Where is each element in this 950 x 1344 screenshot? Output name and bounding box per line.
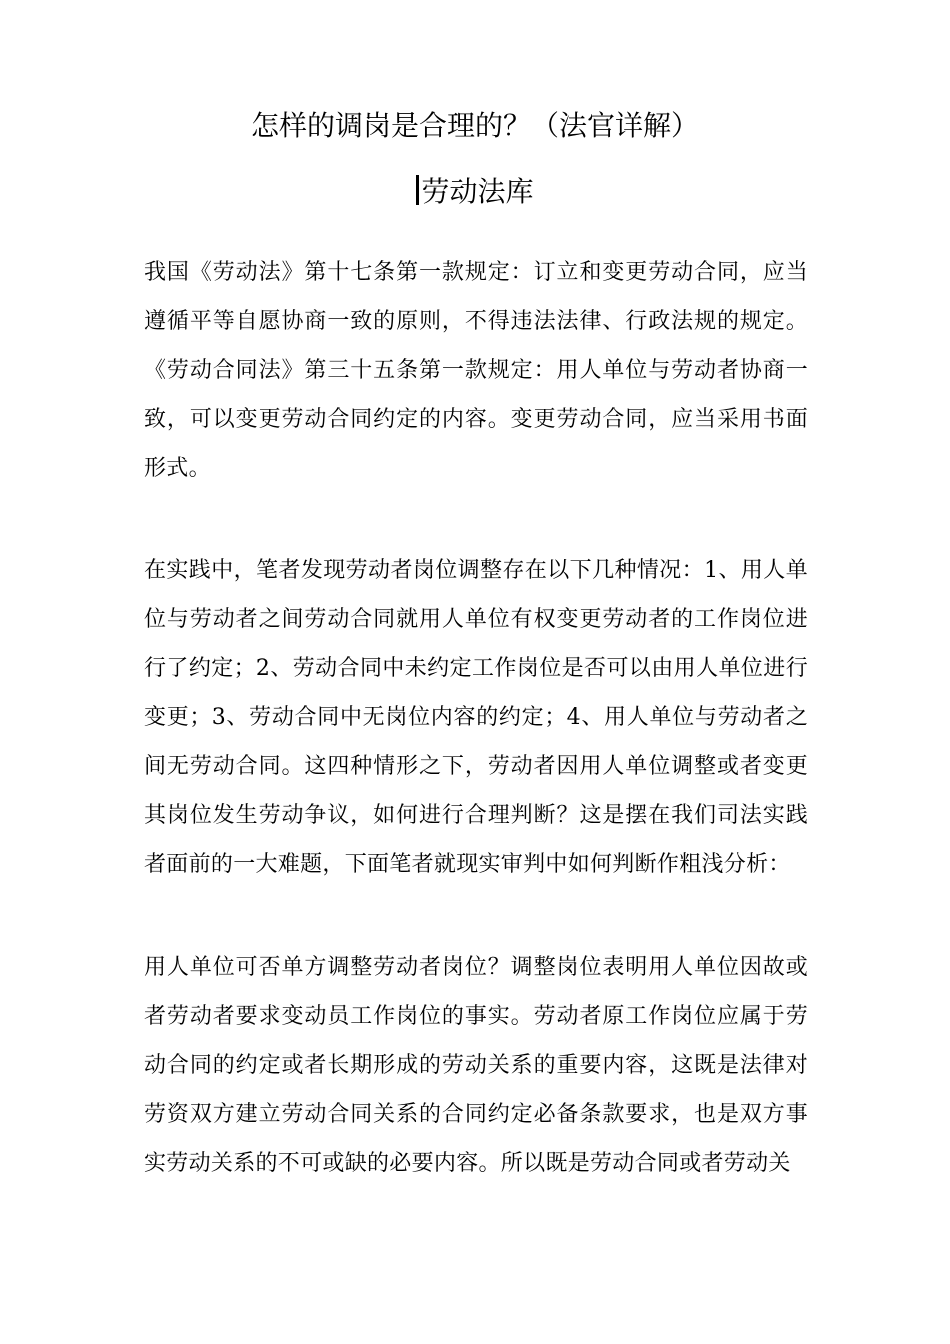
paragraph-3: 用人单位可否单方调整劳动者岗位？调整岗位表明用人单位因故或者劳动者要求变动员工作岗位的事实。劳动者原工作岗位应属于劳动合同的约定或者长期形成的劳动关系的重要内容，这既是法律对劳资双方建立劳动合同关系的合同约定必备条款要求，也是双方事实劳动关系的不可或缺的必要内容。所以既是劳动合同或者劳动关 [144,955,808,1176]
paragraph-2: 在实践中，笔者发现劳动者岗位调整存在以下几种情况：1、用人单位与劳动者之间劳动合同就用人单位有权变更劳动者的工作岗位进行了约定；2、劳动合同中未约定工作岗位是否可以由用人单位进行变更；3、劳动合同中无岗位内容的约定；4、用人单位与劳动者之间无劳动合同。这四种情形之下，劳动者因用人单位调整或者变更其岗位发生劳动争议，如何进行合理判断？这是摆在我们司法实践者面前的一大难题，下面笔者就现实审判中如何判断作粗浅分析： [144,558,808,877]
document-subtitle-line [0,172,950,212]
paragraph-1: 我国《劳动法》第十七条第一款规定：订立和变更劳动合同，应当遵循平等自愿协商一致的原则，不得违法法律、行政法规的规定。《劳动合同法》第三十五条第一款规定：用人单位与劳动者协商一致，可以变更劳动合同约定的内容。变更劳动合同，应当采用书面形式。 [144,260,808,481]
document-subtitle: 劳动法库 [421,175,534,208]
document-title: 怎样的调岗是合理的？（法官详解） [250,109,699,142]
text-cursor-bar [416,175,419,205]
